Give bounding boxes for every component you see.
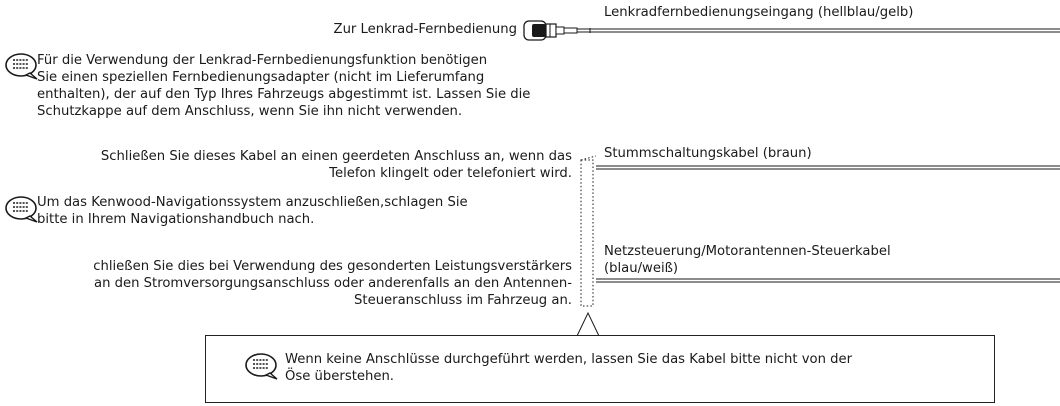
mute-description-line-2: Telefon klingelt oder telefoniert wird. (329, 166, 572, 181)
callout-pointer (577, 313, 599, 336)
memo-note-icon (244, 352, 278, 380)
mute-note-line-1: Um das Kenwood-Navigationssystem anzuschließen,schlagen Sie (37, 195, 468, 210)
power-wire-label-line-1: Netzsteuerung/Motorantennen-Steuerkabel (604, 244, 891, 259)
mute-description-line-1: Schließen Sie dieses Kabel an einen geerdeten Anschluss an, wenn das (100, 149, 572, 164)
remote-note-line-1: Für die Verwendung der Lenkrad-Fernbedienungsfunktion benötigen (37, 53, 488, 68)
mute-wire-label: Stummschaltungskabel (braun) (604, 146, 812, 161)
memo-note-icon (4, 52, 38, 80)
power-control-wire (596, 279, 1060, 282)
plug-connector-icon (524, 21, 577, 40)
callout-note-line-2: Öse überstehen. (285, 369, 394, 384)
remote-wire-label: Lenkradfernbedienungseingang (hellblau/gelb) (604, 5, 914, 20)
remote-note-line-4: Schutzkappe auf dem Anschluss, wenn Sie ihn nicht verwenden. (37, 104, 463, 119)
mute-note-line-2: bitte in Ihrem Navigationshandbuch nach. (37, 212, 315, 227)
power-description-line-2: an den Stromversorgungsanschluss oder anderenfalls an den Antennen- (93, 276, 572, 291)
mute-wire (596, 166, 1060, 169)
cable-bundle-outline (581, 156, 596, 306)
power-description-line-1: chließen Sie dies bei Verwendung des gesonderten Leistungsverstärkers (93, 259, 572, 274)
memo-note-icon (4, 195, 38, 223)
remote-connector-label: Zur Lenkrad-Fernbedienung (333, 22, 517, 37)
power-description-line-3: Steueranschluss im Fahrzeug an. (354, 293, 572, 308)
remote-note-line-2: Sie einen speziellen Fernbedienungsadapter (nicht im Lieferumfang (37, 70, 485, 85)
callout-note-line-1: Wenn keine Anschlüsse durchgeführt werden, lassen Sie das Kabel bitte nicht von der (285, 352, 853, 367)
remote-note-line-3: enthalten), der auf den Typ Ihres Fahrzeugs abgestimmt ist. Lassen Sie die (37, 87, 531, 102)
power-wire-label-line-2: (blau/weiß) (604, 261, 679, 276)
remote-wire (577, 28, 1060, 33)
